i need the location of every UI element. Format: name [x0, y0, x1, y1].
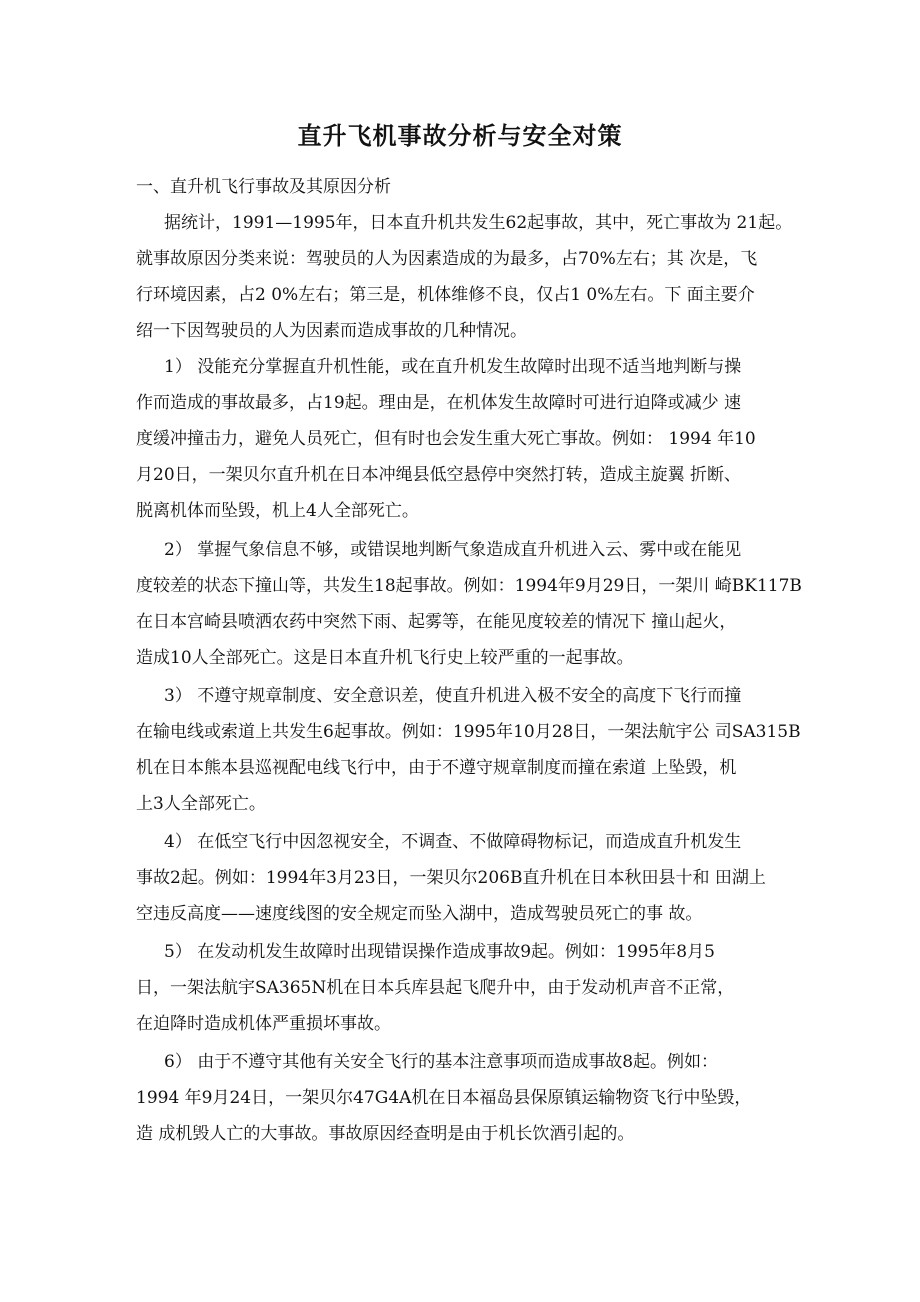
item-5-line: 日，一架法航宇SA365N机在日本兵库县起飞爬升中，由于发动机声音不正常， — [136, 978, 735, 998]
intro-line: 就事故原因分类来说：驾驶员的人为因素造成的为最多，占70%左右；其 次是，飞 — [136, 249, 758, 269]
item-1-line: 作而造成的事故最多，占19起。理由是，在机体发生故障时可进行迫降或减少 速 — [136, 393, 742, 413]
intro-line: 行环境因素，占2 0%左右；第三是，机体维修不良，仅占1 0%左右。下 面主要介 — [136, 285, 755, 305]
item-3-line: 在输电线或索道上共发生6起事故。例如：1995年10月28日，一架法航宇公 司SA315B — [136, 722, 801, 742]
section-heading: 一、直升机飞行事故及其原因分析 — [136, 177, 391, 197]
item-1-line: 度缓冲撞击力，避免人员死亡，但有时也会发生重大死亡事故。例如： 1994 年10 — [136, 429, 756, 449]
item-3-line: 3） 不遵守规章制度、安全意识差，使直升机进入极不安全的高度下飞行而撞 — [164, 686, 742, 706]
item-1-line: 1） 没能充分掌握直升机性能，或在直升机发生故障时出现不适当地判断与操 — [164, 357, 742, 377]
document-title: 直升飞机事故分析与安全对策 — [297, 121, 623, 150]
item-3-line: 机在日本熊本县巡视配电线飞行中，由于不遵守规章制度而撞在索道 上坠毁，机 — [136, 758, 737, 778]
item-5-line: 5） 在发动机发生故障时出现错误操作造成事故9起。例如：1995年8月5 — [164, 942, 715, 962]
item-1-line: 月20日，一架贝尔直升机在日本冲绳县低空悬停中突然打转，造成主旋翼 折断、 — [136, 465, 742, 485]
item-4-line: 4） 在低空飞行中因忽视安全，不调查、不做障碍物标记，而造成直升机发生 — [164, 832, 742, 852]
item-4-line: 空违反高度——速度线图的安全规定而坠入湖中，造成驾驶员死亡的事 故。 — [136, 904, 703, 924]
item-4-line: 事故2起。例如：1994年3月23日，一架贝尔206B直升机在日本秋田县十和 田湖上 — [136, 868, 766, 888]
item-1-line: 脱离机体而坠毁，机上4人全部死亡。 — [136, 501, 419, 521]
intro-line: 绍一下因驾驶员的人为因素而造成事故的几种情况。 — [136, 321, 527, 341]
item-2-line: 度较差的状态下撞山等，共发生18起事故。例如：1994年9月29日，一架川 崎BK117B — [136, 576, 802, 596]
item-2-line: 在日本宫崎县喷洒农药中突然下雨、起雾等，在能见度较差的情况下 撞山起火， — [136, 612, 737, 632]
item-2-line: 2） 掌握气象信息不够，或错误地判断气象造成直升机进入云、雾中或在能见 — [164, 540, 742, 560]
intro-line: 据统计，1991—1995年，日本直升机共发生62起事故，其中，死亡事故为 21起。 — [164, 213, 793, 233]
item-3-line: 上3人全部死亡。 — [136, 794, 266, 814]
item-6-line: 1994 年9月24日，一架贝尔47G4A机在日本福岛县保原镇运输物资飞行中坠毁， — [136, 1088, 752, 1108]
item-6-line: 造 成机毁人亡的大事故。事故原因经查明是由于机长饮酒引起的。 — [136, 1124, 635, 1144]
item-6-line: 6） 由于不遵守其他有关安全飞行的基本注意事项而造成事故8起。例如： — [164, 1052, 719, 1072]
item-5-line: 在迫降时造成机体严重损坏事故。 — [136, 1014, 391, 1034]
item-2-line: 造成10人全部死亡。这是日本直升机飞行史上较严重的一起事故。 — [136, 648, 634, 668]
